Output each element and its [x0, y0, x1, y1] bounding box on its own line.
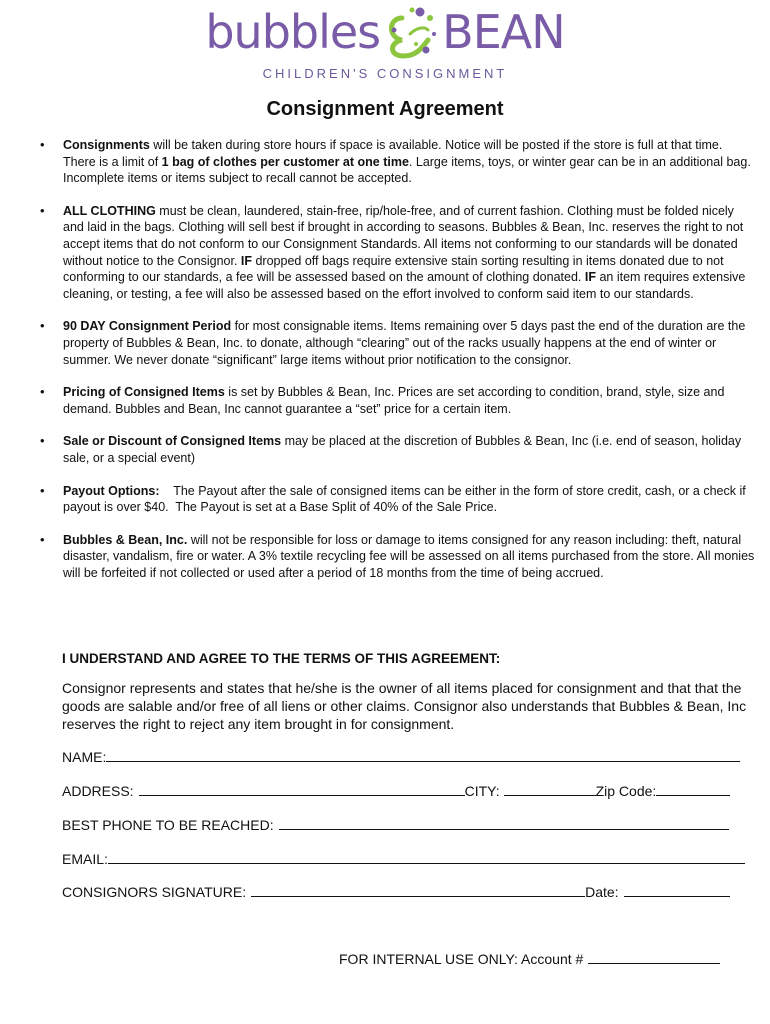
internal-use-label: FOR INTERNAL USE ONLY: Account #	[339, 951, 584, 967]
phone-field-row	[62, 817, 729, 833]
city-label: CITY:	[464, 783, 500, 799]
term-pricing: • Pricing of Consigned Items is set by Bubbles & Bean, Inc. Prices are set according to condition, brand, style, size and demand. Bubbles and Bean, Inc cannot guarantee a “set” price for a certain item.	[38, 384, 756, 417]
logo-ampersand-flourish-icon	[380, 4, 442, 60]
term-consignment-period: • 90 DAY Consignment Period for most consignable items. Items remaining over 5 days past the end of the duration are the property of Bubbles & Bean, Inc. to donate, although “clearing” out of the racks usually happens at the end of winter or summer. We never donate “significant” large items without prior notification to the consignor.	[38, 318, 756, 368]
zip-input-line[interactable]	[656, 783, 730, 796]
signature-label: CONSIGNORS SIGNATURE:	[62, 884, 247, 900]
page-title: Consignment Agreement	[266, 98, 504, 120]
term-consignments: • Consignments will be taken during store hours if space is available. Notice will be posted if the store is full at that time. There is a limit of 1 bag of clothes per customer at one time. Large items, toys, or winter gear can be in an additional bag. Incomplete items or items subject to recall cannot be accepted.	[38, 137, 756, 187]
name-field-row	[62, 749, 740, 765]
address-field-row	[62, 783, 730, 799]
email-label: EMAIL:	[62, 851, 108, 867]
term-all-clothing: • ALL CLOTHING must be clean, laundered, stain-free, rip/hole-free, and of current fashion. Clothing must be folded nicely and laid in the bags. Clothing will sell best if brought in according to seasons. Bubbles & Bean, Inc. reserves the right to not accept items that do not conform to our Consignment Standards. All items not conforming to our standards will be donated without notice to the Consignor. IF dropped off bags require extensive stain sorting resulting in items donated due to not conforming to our standards, a fee will be assessed based on the amount of clothing donated. IF an item requires extensive cleaning, or testing, a fee will also be assessed based on the effort involved to conform said item to our standards.	[38, 203, 756, 303]
terms-list	[38, 137, 756, 597]
account-number-line[interactable]	[588, 951, 720, 964]
signature-input-line[interactable]	[251, 884, 585, 897]
logo-word-bubbles: bubbles	[205, 5, 381, 59]
term-sale-discount: • Sale or Discount of Consigned Items may be placed at the discretion of Bubbles & Bean, Inc (i.e. end of season, holiday sale, or a special event)	[38, 433, 756, 466]
internal-use-row	[339, 951, 720, 967]
logo-word-bean: BEAN	[442, 5, 565, 59]
signature-field-row	[62, 884, 730, 900]
phone-input-line[interactable]	[279, 817, 729, 830]
agreement-heading: I UNDERSTAND AND AGREE TO THE TERMS OF THIS AGREEMENT:	[62, 651, 501, 666]
agreement-body: Consignor represents and states that he/she is the owner of all items placed for consignment and that that the goods are salable and/or free of all liens or other claims. Consignor also understands that Bubbles & Bean, Inc reserves the right to reject any item brought in for consignment.	[62, 680, 747, 732]
date-input-line[interactable]	[624, 884, 730, 897]
date-label: Date:	[585, 884, 619, 900]
term-liability: • Bubbles & Bean, Inc. will not be responsible for loss or damage to items consigned for any reason including: theft, natural disaster, vandalism, fire or water. A 3% textile recycling fee will be assessed on all items purchased from the store. All monies will be forfeited if not collected or used after a period of 18 months from the time of being accrued.	[38, 532, 756, 582]
email-input-line[interactable]	[108, 851, 745, 864]
name-input-line[interactable]	[106, 749, 740, 762]
term-payout-options: • Payout Options: The Payout after the sale of consigned items can be either in the form of store credit, cash, or a check if payout is over $40. The Payout is set at a Base Split of 40% of the Sale Price.	[38, 483, 756, 516]
email-field-row	[62, 851, 745, 867]
name-label: NAME:	[62, 749, 107, 765]
address-input-line[interactable]	[139, 783, 465, 796]
logo-tagline: CHILDREN'S CONSIGNMENT	[262, 66, 508, 81]
phone-label: BEST PHONE TO BE REACHED:	[62, 817, 274, 833]
bubbles-bean-logo	[0, 4, 770, 84]
logo-wordmark	[0, 4, 770, 60]
zip-label: Zip Code:	[595, 783, 657, 799]
city-input-line[interactable]	[504, 783, 596, 796]
address-label: ADDRESS:	[62, 783, 134, 799]
